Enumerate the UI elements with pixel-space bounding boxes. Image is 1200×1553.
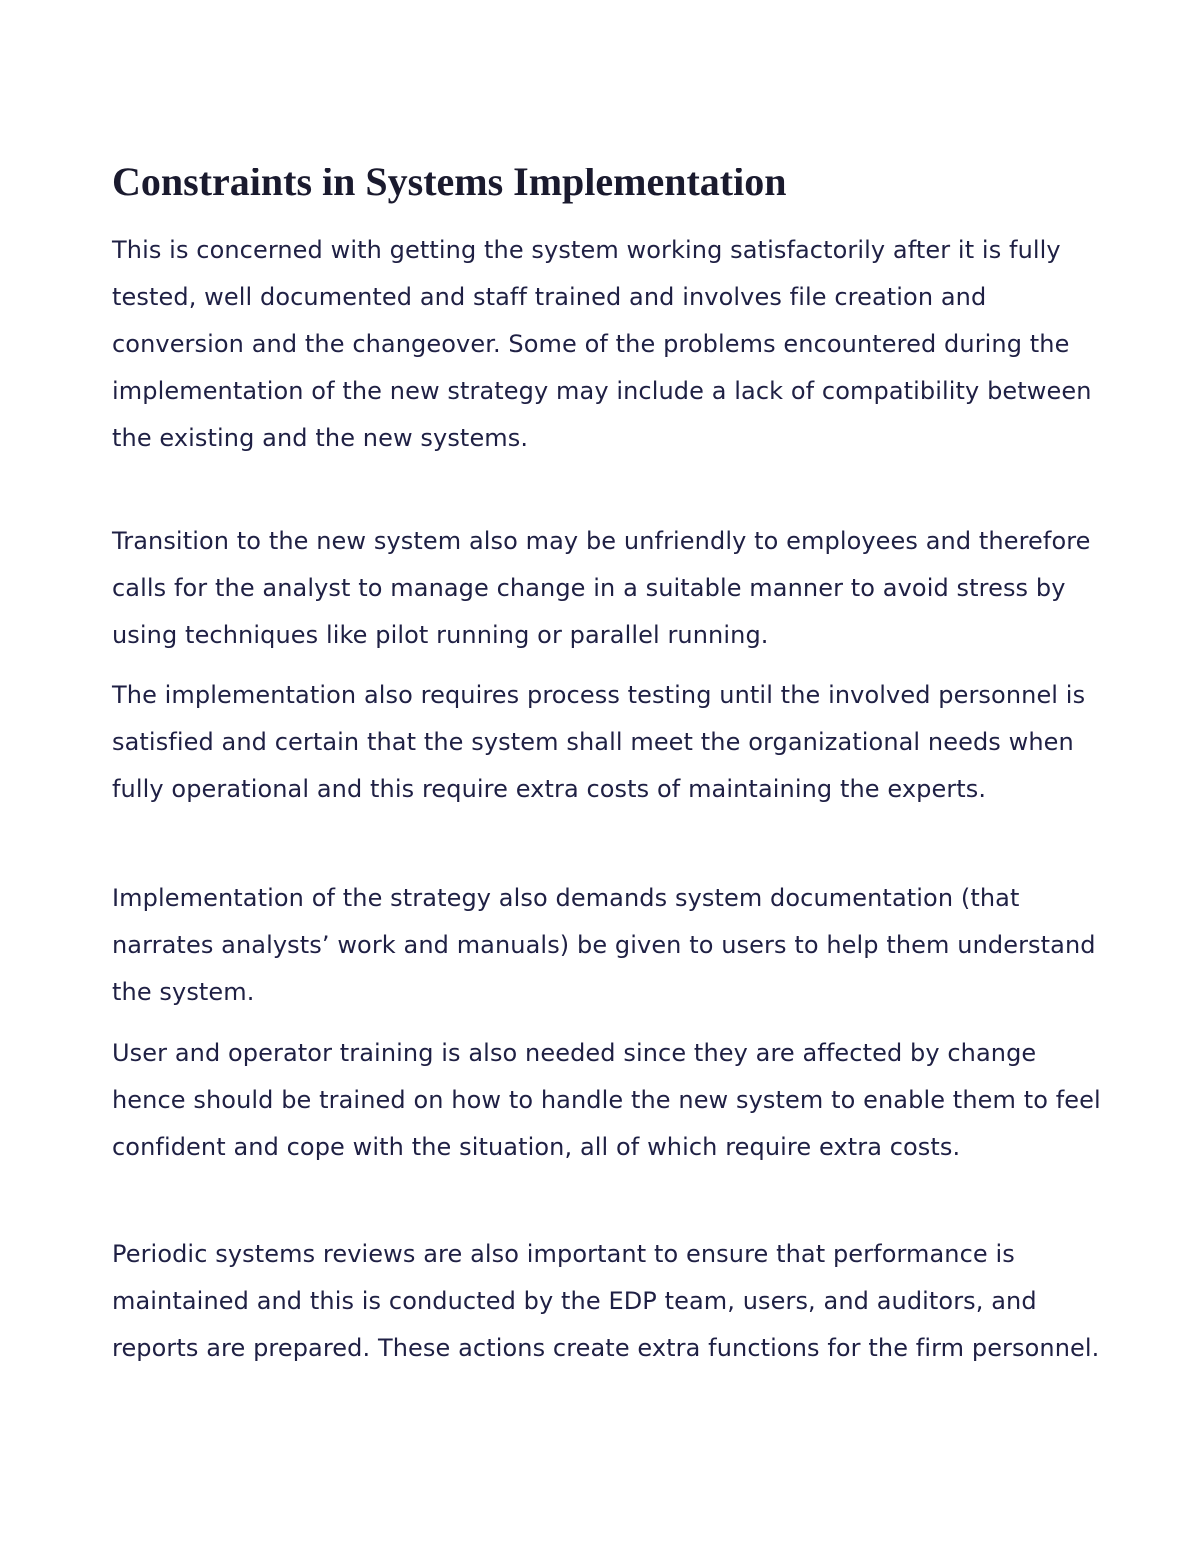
paragraph-documentation: Implementation of the strategy also demands system documentation (that narrates analysts’ work and manuals) be given to users to help them understand the system. [112,884,1096,1006]
page-title: Constraints in Systems Implementation [112,168,787,204]
paragraph-process-testing: The implementation also requires process testing until the involved personnel is satisfied and certain that the system shall meet the organizational needs when fully operational and this require extra costs of maintaining the experts. [112,681,1086,803]
paragraph-reviews: Periodic systems reviews are also important to ensure that performance is maintained and this is conducted by the EDP team, users, and auditors, and reports are prepared. These actions create extra functions for the firm personnel. [112,1240,1100,1362]
paragraph-transition: Transition to the new system also may be unfriendly to employees and therefore calls for the analyst to manage change in a suitable manner to avoid stress by using techniques like pilot running or parallel running. [112,527,1091,649]
paragraph-training: User and operator training is also needed since they are affected by change hence should be trained on how to handle the new system to enable them to feel confident and cope with the situation, all of which require extra costs. [112,1039,1101,1161]
paragraph-intro: This is concerned with getting the system working satisfactorily after it is fully tested, well documented and staff trained and involves file creation and conversion and the changeover. Some of the problems encountered during the implementation of the new strategy may include a lack of compatibility between the existing and the new systems. [112,236,1092,452]
heading-container [112,168,1012,208]
